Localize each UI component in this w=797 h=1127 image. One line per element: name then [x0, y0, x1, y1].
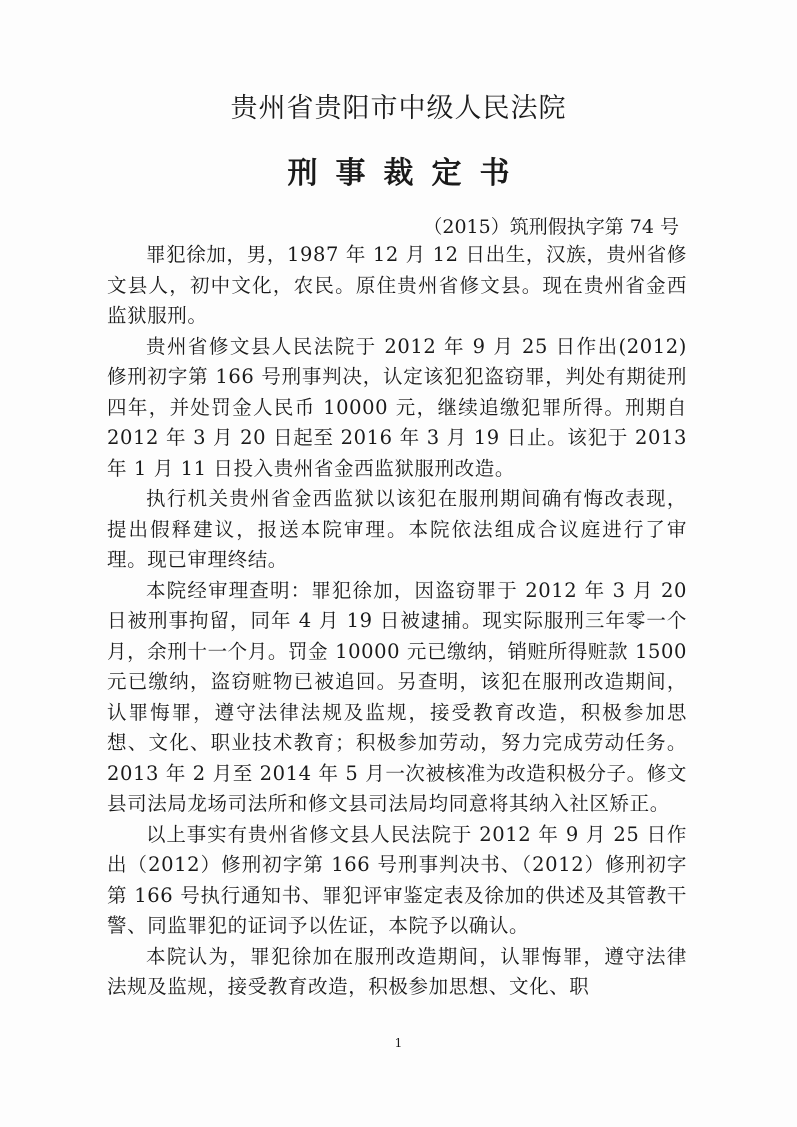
paragraph-original-judgment: 贵州省修文县人民法院于 2012 年 9 月 25 日作出(2012)修刑初字第 166 号刑事判决，认定该犯犯盗窃罪，判处有期徒刑四年，并处罚金人民币 10000 元，继续追缴犯罪所得。刑期自 2012 年 3 月 20 日起至 2016 年 3 月 19 日止。该犯于 2013 年 1 月 11 日投入贵州省金西监狱服刑改造。	[107, 334, 687, 480]
paragraph-evidence: 以上事实有贵州省修文县人民法院于 2012 年 9 月 25 日作出（2012）修刑初字第 166 号刑事判决书、（2012）修刑初字第 166 号执行通知书、罪犯评审鉴定表及徐加的供述及其管教干警、同监罪犯的证词予以佐证，本院予以确认。	[107, 822, 687, 937]
page-number: 1	[394, 1036, 403, 1050]
ruling-body	[107, 240, 687, 1003]
case-number: （2015）筑刑假执字第 74 号	[423, 216, 679, 238]
paragraph-defendant-info: 罪犯徐加，男，1987 年 12 月 12 日出生，汉族，贵州省修文县人，初中文化，农民。原住贵州省修文县。现在贵州省金西监狱服刑。	[107, 243, 687, 327]
document-title: 刑事裁定书	[287, 156, 528, 191]
paragraph-court-opinion: 本院认为，罪犯徐加在服刑改造期间，认罪悔罪，遵守法律法规及监规，接受教育改造，积极参加思想、文化、职	[107, 944, 687, 998]
court-name: 贵州省贵阳市中级人民法院	[230, 93, 567, 124]
paragraph-parole-proposal: 执行机关贵州省金西监狱以该犯在服刑期间确有悔改表现，提出假释建议，报送本院审理。本院依法组成合议庭进行了审理。现已审理终结。	[107, 487, 687, 571]
paragraph-findings: 本院经审理查明：罪犯徐加，因盗窃罪于 2012 年 3 月 20 日被刑事拘留，同年 4 月 19 日被逮捕。现实际服刑三年零一个月，余刑十一个月。罚金 10000 元已缴纳，销赃所得赃款 1500 元已缴纳，盗窃赃物已被追回。另查明，该犯在服刑改造期间，认罪悔罪，遵守法律法规及监规，接受教育改造，积极参加思想、文化、职业技术教育；积极参加劳动，努力完成劳动任务。2013 年 2 月至 2014 年 5 月一次被核准为改造积极分子。修文县司法局龙场司法所和修文县司法局均同意将其纳入社区矫正。	[107, 578, 687, 815]
